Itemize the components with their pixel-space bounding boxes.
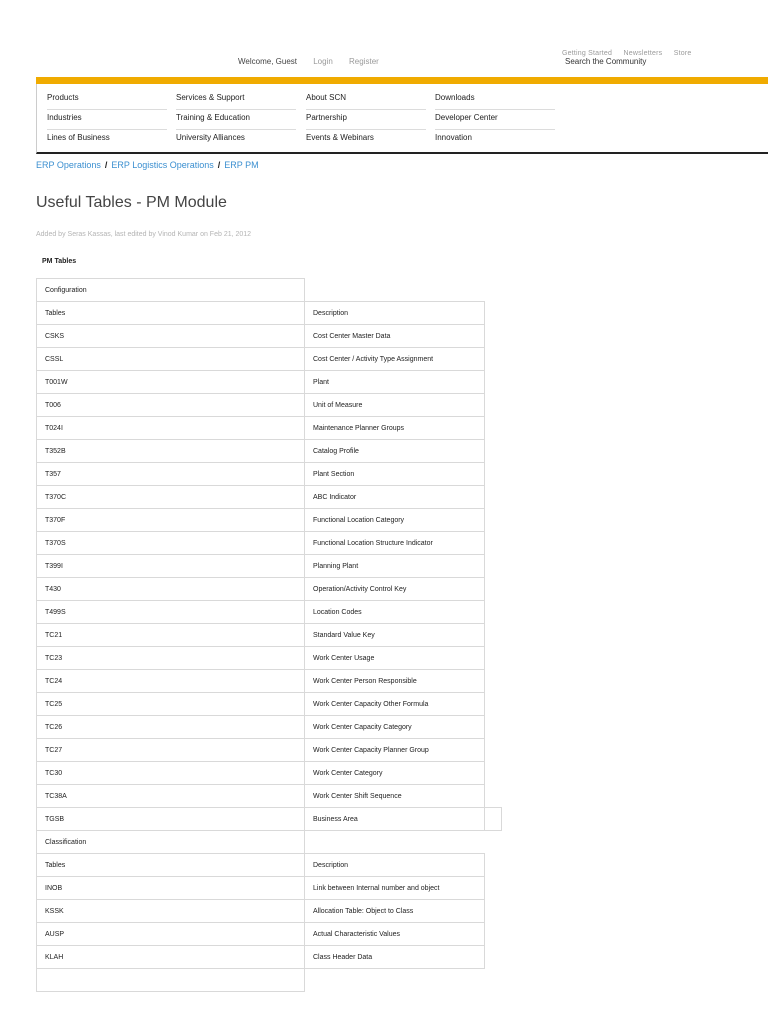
table-row	[37, 509, 502, 532]
description-cell: Plant Section	[305, 463, 485, 486]
description-cell: Work Center Shift Sequence	[305, 785, 485, 808]
table-name-cell: T370C	[37, 486, 305, 509]
breadcrumb-link[interactable]: ERP Logistics Operations	[111, 160, 214, 170]
empty-cell	[485, 900, 502, 923]
description-cell: Work Center Capacity Category	[305, 716, 485, 739]
column-header-tables: Tables	[37, 302, 305, 325]
table-name-cell: T370S	[37, 532, 305, 555]
nav-item[interactable]: Partnership	[306, 110, 426, 130]
description-cell: Class Header Data	[305, 946, 485, 969]
description-cell: Business Area	[305, 808, 485, 831]
table-row	[37, 394, 502, 417]
nav-item[interactable]: Services & Support	[176, 90, 296, 110]
description-cell: Link between Internal number and object	[305, 877, 485, 900]
empty-cell	[485, 463, 502, 486]
nav-item[interactable]: Innovation	[435, 133, 472, 142]
description-cell: Maintenance Planner Groups	[305, 417, 485, 440]
table-name-cell: T352B	[37, 440, 305, 463]
description-cell: Standard Value Key	[305, 624, 485, 647]
column-header-description: Description	[305, 302, 485, 325]
description-cell: Catalog Profile	[305, 440, 485, 463]
empty-cell	[485, 831, 502, 854]
breadcrumb-link[interactable]: ERP PM	[224, 160, 259, 170]
description-cell: Actual Characteristic Values	[305, 923, 485, 946]
empty-cell	[305, 279, 485, 302]
table-row	[37, 762, 502, 785]
table-row	[37, 371, 502, 394]
nav-item[interactable]: Downloads	[435, 90, 555, 110]
table-name-cell: TC26	[37, 716, 305, 739]
table-name-cell: CSKS	[37, 325, 305, 348]
table-header-row	[37, 302, 502, 325]
table-row	[37, 532, 502, 555]
table-name-cell: T001W	[37, 371, 305, 394]
table-name-cell: KLAH	[37, 946, 305, 969]
table-row	[37, 325, 502, 348]
page-title: Useful Tables - PM Module	[36, 194, 227, 211]
table-name-cell: TC25	[37, 693, 305, 716]
login-link[interactable]: Login	[313, 57, 333, 66]
table-name-cell: T430	[37, 578, 305, 601]
description-cell: Functional Location Structure Indicator	[305, 532, 485, 555]
empty-cell	[485, 601, 502, 624]
table-name-cell: TC23	[37, 647, 305, 670]
table-name-cell: KSSK	[37, 900, 305, 923]
nav-item[interactable]: Training & Education	[176, 110, 296, 130]
table-row	[37, 969, 502, 992]
table-name-cell: T357	[37, 463, 305, 486]
empty-cell	[485, 348, 502, 371]
empty-cell	[485, 578, 502, 601]
description-cell: Cost Center Master Data	[305, 325, 485, 348]
register-link[interactable]: Register	[349, 57, 379, 66]
description-cell: Unit of Measure	[305, 394, 485, 417]
table-row	[37, 716, 502, 739]
empty-cell	[485, 371, 502, 394]
table-row	[37, 486, 502, 509]
description-cell: Plant	[305, 371, 485, 394]
description-cell: Work Center Usage	[305, 647, 485, 670]
table-row	[37, 578, 502, 601]
table-name-cell: TC38A	[37, 785, 305, 808]
nav-column-2	[176, 90, 296, 149]
description-cell: Work Center Person Responsible	[305, 670, 485, 693]
table-name-cell: T499S	[37, 601, 305, 624]
breadcrumb-separator: /	[104, 160, 108, 170]
welcome-text: Welcome, Guest	[238, 57, 297, 66]
table-row	[37, 555, 502, 578]
newsletters-link[interactable]: Newsletters	[623, 50, 663, 57]
empty-cell	[485, 854, 502, 877]
empty-cell	[485, 877, 502, 900]
breadcrumb-separator: /	[217, 160, 221, 170]
description-cell: Location Codes	[305, 601, 485, 624]
table-name-cell: T370F	[37, 509, 305, 532]
search-community-field[interactable]: Search the Community	[565, 57, 647, 66]
empty-cell	[485, 969, 502, 992]
table-name-cell: TC21	[37, 624, 305, 647]
table-row	[37, 417, 502, 440]
table-row	[37, 923, 502, 946]
table-name-cell: T399I	[37, 555, 305, 578]
description-cell: Cost Center / Activity Type Assignment	[305, 348, 485, 371]
empty-cell	[485, 946, 502, 969]
nav-column-1	[47, 90, 167, 149]
empty-cell	[485, 670, 502, 693]
table-row	[37, 808, 502, 831]
column-header-tables: Tables	[37, 854, 305, 877]
nav-item[interactable]: Events & Webinars	[306, 133, 374, 142]
table-row	[37, 624, 502, 647]
table-row	[37, 693, 502, 716]
empty-cell	[485, 808, 502, 831]
table-row	[37, 877, 502, 900]
empty-cell	[485, 739, 502, 762]
getting-started-link[interactable]: Getting Started	[562, 50, 613, 57]
table-name-cell: CSSL	[37, 348, 305, 371]
table-name-cell: INOB	[37, 877, 305, 900]
store-link[interactable]: Store	[673, 50, 692, 57]
breadcrumb	[36, 160, 259, 170]
nav-item[interactable]: Industries	[47, 110, 167, 130]
table-row	[37, 440, 502, 463]
empty-cell	[485, 279, 502, 302]
brand-bar	[36, 77, 768, 84]
table-name-cell: TC24	[37, 670, 305, 693]
welcome-bar	[238, 57, 379, 66]
empty-cell	[485, 440, 502, 463]
empty-cell	[485, 693, 502, 716]
empty-cell	[485, 486, 502, 509]
table-row	[37, 601, 502, 624]
table-row	[37, 900, 502, 923]
empty-cell	[305, 831, 485, 854]
table-header-row	[37, 854, 502, 877]
nav-item[interactable]: Lines of Business	[47, 133, 110, 142]
description-cell: Allocation Table: Object to Class	[305, 900, 485, 923]
table-row	[37, 348, 502, 371]
section-title: Classification	[37, 831, 305, 854]
empty-cell	[485, 647, 502, 670]
description-cell: Planning Plant	[305, 555, 485, 578]
nav-column-3	[306, 90, 426, 149]
description-cell: ABC Indicator	[305, 486, 485, 509]
empty-cell	[305, 969, 485, 992]
empty-cell	[485, 716, 502, 739]
description-cell: Work Center Capacity Other Formula	[305, 693, 485, 716]
nav-item[interactable]: University Alliances	[176, 133, 245, 142]
table-row	[37, 463, 502, 486]
empty-cell	[485, 394, 502, 417]
section-row	[37, 831, 502, 854]
description-cell: Work Center Category	[305, 762, 485, 785]
nav-column-4	[435, 90, 555, 149]
empty-cell	[485, 624, 502, 647]
table-name-cell: TC27	[37, 739, 305, 762]
nav-item[interactable]: Developer Center	[435, 110, 555, 130]
nav-item[interactable]: Products	[47, 90, 167, 110]
empty-cell	[485, 762, 502, 785]
breadcrumb-link[interactable]: ERP Operations	[36, 160, 101, 170]
table-row	[37, 946, 502, 969]
table-row	[37, 647, 502, 670]
table-name-cell: TC30	[37, 762, 305, 785]
main-navigation	[36, 84, 768, 154]
description-cell: Operation/Activity Control Key	[305, 578, 485, 601]
empty-cell	[485, 785, 502, 808]
pm-tables-label: PM Tables	[42, 258, 77, 265]
pm-tables	[36, 278, 502, 992]
empty-cell	[485, 302, 502, 325]
page-meta: Added by Seras Kassas, last edited by Vinod Kumar on Feb 21, 2012	[36, 231, 252, 238]
section-row	[37, 279, 502, 302]
empty-cell	[485, 509, 502, 532]
empty-cell	[37, 969, 305, 992]
description-cell: Functional Location Category	[305, 509, 485, 532]
table-row	[37, 670, 502, 693]
table-name-cell: TGSB	[37, 808, 305, 831]
empty-cell	[485, 923, 502, 946]
table-row	[37, 739, 502, 762]
description-cell: Work Center Capacity Planner Group	[305, 739, 485, 762]
empty-cell	[485, 532, 502, 555]
empty-cell	[485, 555, 502, 578]
table-name-cell: T006	[37, 394, 305, 417]
nav-item[interactable]: About SCN	[306, 90, 426, 110]
table-row	[37, 785, 502, 808]
empty-cell	[485, 325, 502, 348]
empty-cell	[485, 417, 502, 440]
column-header-description: Description	[305, 854, 485, 877]
table-name-cell: AUSP	[37, 923, 305, 946]
table-name-cell: T024I	[37, 417, 305, 440]
section-title: Configuration	[37, 279, 305, 302]
